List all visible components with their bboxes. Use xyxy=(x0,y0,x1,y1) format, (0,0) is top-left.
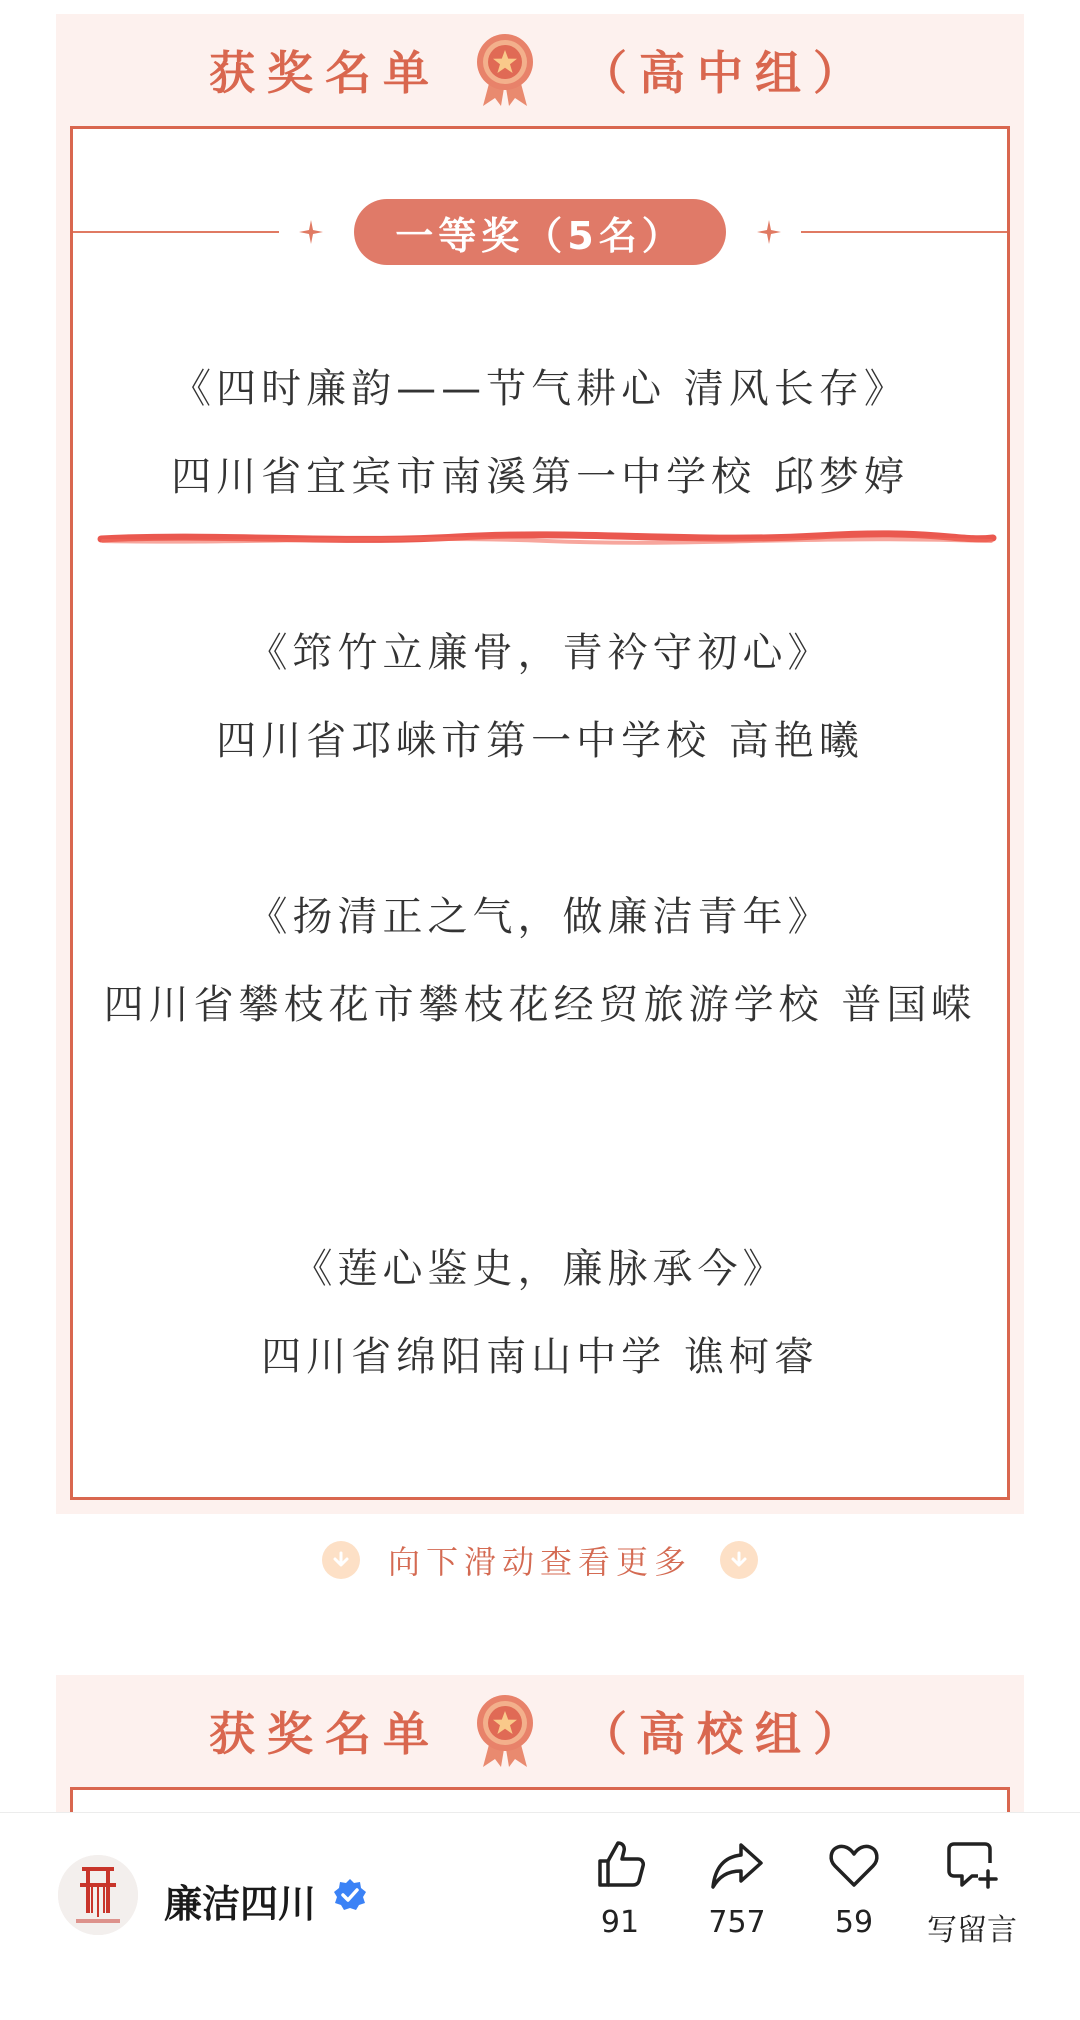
work-title: 《四时廉韵——节气耕心 清风长存》 xyxy=(171,366,909,412)
school-author: 四川省绵阳南山中学 谯柯睿 xyxy=(261,1334,819,1380)
favorite-button[interactable] xyxy=(794,1837,914,1940)
share-arrow-icon xyxy=(709,1837,765,1893)
section-title-left: 获奖名单 xyxy=(209,46,441,100)
medal-icon xyxy=(473,1693,537,1769)
work-title: 《莲心鉴史，廉脉承今》 xyxy=(292,1246,788,1292)
share-count: 757 xyxy=(708,1905,766,1940)
school-author: 四川省攀枝花市攀枝花经贸旅游学校 普国嵘 xyxy=(103,982,977,1028)
award-entry xyxy=(83,1225,997,1401)
red-underline-decoration xyxy=(97,529,997,549)
divider-line xyxy=(73,231,279,233)
sparkle-icon xyxy=(297,218,325,246)
award-list-frame xyxy=(70,126,1010,1500)
scroll-more-hint xyxy=(0,1535,1080,1585)
like-button[interactable] xyxy=(560,1837,680,1940)
chevron-down-circle-icon xyxy=(720,1541,758,1579)
work-title: 《扬清正之气，做廉洁青年》 xyxy=(247,894,833,940)
section-header xyxy=(56,1675,1024,1787)
favorite-count: 59 xyxy=(834,1905,874,1940)
award-entry xyxy=(83,609,997,785)
like-count: 91 xyxy=(600,1905,640,1940)
award-section-highschool xyxy=(56,14,1024,1514)
verified-badge-icon xyxy=(332,1877,368,1913)
chevron-down-circle-icon xyxy=(322,1541,360,1579)
school-author: 四川省邛崃市第一中学校 高艳曦 xyxy=(216,718,864,764)
school-author: 四川省宜宾市南溪第一中学校 邱梦婷 xyxy=(171,454,909,500)
share-button[interactable] xyxy=(677,1837,797,1940)
account-name[interactable]: 廉洁四川 xyxy=(164,1882,317,1926)
medal-icon xyxy=(473,32,537,108)
section-title-left: 获奖名单 xyxy=(209,1707,441,1761)
section-title-right: （高校组） xyxy=(581,1707,871,1761)
work-title: 《筇竹立廉骨，青衿守初心》 xyxy=(247,630,833,676)
award-entry xyxy=(83,345,997,521)
divider-line xyxy=(801,231,1007,233)
section-header xyxy=(56,14,1024,126)
write-comment-button[interactable] xyxy=(912,1837,1032,1949)
write-comment-label: 写留言 xyxy=(927,1913,1017,1948)
bottom-action-bar xyxy=(0,1812,1080,2020)
prize-level-badge: 一等奖（5名） xyxy=(354,199,726,265)
heart-icon xyxy=(826,1837,882,1893)
thumbs-up-icon xyxy=(592,1837,648,1893)
section-title-right: （高中组） xyxy=(581,46,871,100)
comment-plus-icon xyxy=(944,1837,1000,1893)
prize-level-row xyxy=(73,199,1007,265)
account-avatar[interactable] xyxy=(58,1855,138,1935)
sparkle-icon xyxy=(755,218,783,246)
scroll-hint-text: 向下滑动查看更多 xyxy=(387,1543,692,1581)
award-entry xyxy=(83,873,997,1049)
